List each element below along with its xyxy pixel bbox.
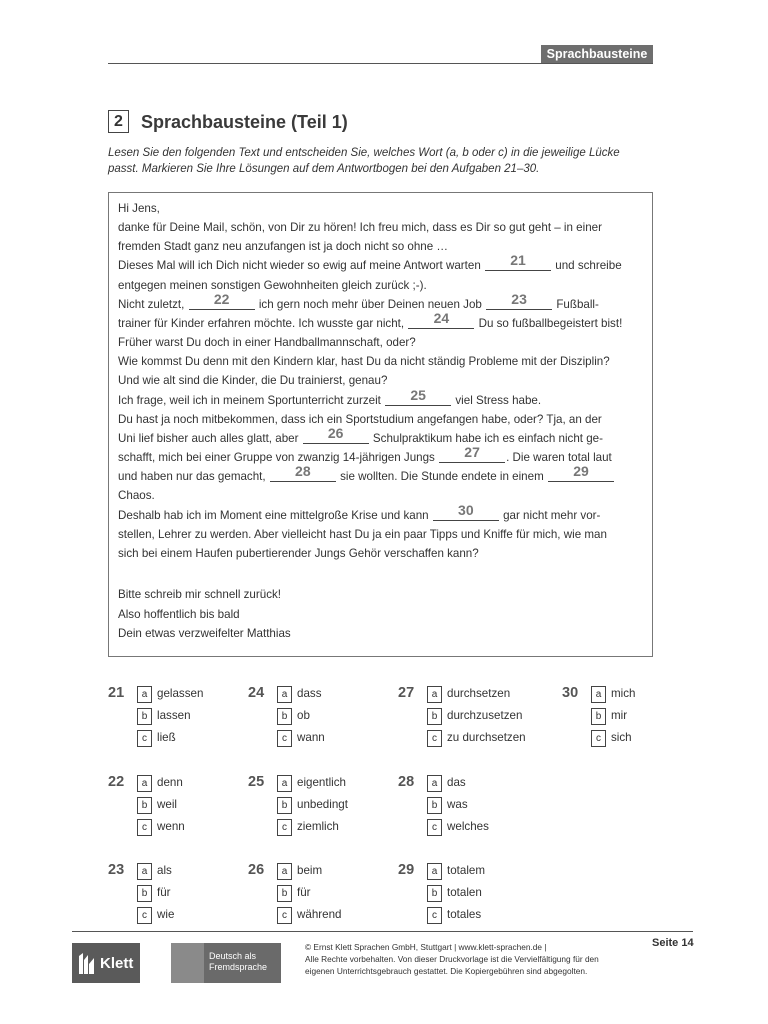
option-text: totalen: [447, 886, 482, 899]
question-number: 28: [398, 774, 415, 790]
letter-text-segment: ich gern noch mehr über Deinen neuen Job: [258, 297, 482, 311]
option-letter-box[interactable]: b: [137, 708, 152, 725]
option-text: mich: [611, 687, 636, 700]
option-text: beim: [297, 864, 323, 877]
letter-text-segment: trainer für Kinder erfahren möchte. Ich wusste gar nicht,: [118, 316, 405, 330]
letter-text-segment: Fußball-: [556, 297, 599, 311]
question-22: [108, 774, 238, 840]
letter-line: [118, 444, 648, 467]
option-letter-box[interactable]: a: [427, 775, 442, 792]
instructions-line: passt. Markieren Sie Ihre Lösungen auf dem Antwortbogen bei den Aufgaben 21–30.: [108, 162, 540, 175]
question-24: [248, 685, 388, 751]
letter-line: stellen, Lehrer zu werden. Aber vielleicht hast Du ja ein paar Tipps und Kniffe für mich, wie man: [118, 527, 607, 541]
section-tab: Sprachbausteine: [541, 45, 653, 64]
option-letter-box[interactable]: a: [137, 863, 152, 880]
letter-text-segment: Schulpraktikum habe ich es einfach nicht ge-: [372, 431, 603, 445]
gap-27: [439, 444, 505, 463]
option-text: denn: [157, 776, 183, 789]
option-letter-box[interactable]: a: [427, 863, 442, 880]
option-letter-box[interactable]: b: [427, 797, 442, 814]
letter-closing: [118, 585, 291, 644]
option-text: durchsetzen: [447, 687, 511, 700]
question-30: [562, 685, 662, 751]
option-text: wie: [157, 908, 175, 921]
question-number: 24: [248, 685, 265, 701]
letter-line: Du hast ja noch mitbekommen, dass ich ein Sportstudium angefangen habe, oder? Tja, an der: [118, 412, 602, 426]
gap-25: [385, 386, 451, 406]
question-29: [398, 862, 548, 928]
option-letter-box[interactable]: c: [277, 907, 292, 924]
option-text: während: [297, 908, 342, 921]
option-text: ob: [297, 709, 310, 722]
letter-text-segment: Dieses Mal will ich Dich nicht wieder so ewig auf meine Antwort warten: [118, 259, 481, 273]
letter-text-segment: schafft, mich bei einer Gruppe von zwanzig 14-jährigen Jungs: [118, 451, 435, 465]
option-letter-box[interactable]: b: [277, 797, 292, 814]
question-26: [248, 862, 388, 928]
closing-line: Bitte schreib mir schnell zurück!: [118, 588, 282, 601]
gap-number: 23: [511, 290, 527, 307]
option-text: was: [447, 798, 468, 811]
question-21: [108, 685, 238, 751]
question-23: [108, 862, 238, 928]
daf-line: Fremdsprache: [209, 962, 268, 972]
option-text: totales: [447, 908, 482, 921]
question-number: 21: [108, 685, 125, 701]
question-number: 22: [108, 774, 125, 790]
gap-28: [270, 463, 336, 482]
option-letter-box[interactable]: a: [277, 686, 292, 703]
letter-text: [118, 199, 648, 563]
letter-line: [118, 424, 648, 448]
letter-text-segment: viel Stress habe.: [455, 393, 542, 407]
option-text: eigentlich: [297, 776, 346, 789]
instructions-line: Lesen Sie den folgenden Text und entscheiden Sie, welches Wort (a, b oder c) in die jeweilige Lücke: [108, 147, 620, 159]
question-number: 26: [248, 862, 265, 878]
question-number: 23: [108, 862, 125, 878]
letter-line: sich bei einem Haufen pubertierender Jungs Gehör verschaffen kann?: [118, 546, 479, 560]
letter-line: [118, 290, 648, 314]
gap-number: 24: [433, 309, 450, 326]
gap-26: [303, 424, 369, 444]
letter-text-segment: sie wollten. Die Stunde endete in einem: [340, 470, 544, 484]
letter-text-segment: Nicht zuletzt,: [118, 297, 185, 311]
question-number: 30: [562, 685, 579, 701]
footer-divider: [72, 931, 693, 932]
option-text: totalem: [447, 864, 486, 877]
gap-number: 21: [510, 252, 526, 269]
letter-text-segment: und haben nur das gemacht,: [118, 470, 266, 484]
letter-line: [118, 501, 648, 525]
letter-line: Hi Jens,: [118, 202, 160, 215]
letter-text-segment: und schreibe: [555, 259, 622, 273]
option-text: das: [447, 776, 466, 789]
option-letter-box[interactable]: c: [137, 907, 152, 924]
task-title: Sprachbausteine (Teil 1): [141, 112, 348, 132]
option-text: gelassen: [157, 687, 204, 700]
option-letter-box[interactable]: a: [137, 775, 152, 792]
option-text: für: [297, 886, 311, 899]
daf-badge: [171, 943, 281, 983]
option-text: als: [157, 864, 172, 877]
option-text: dass: [297, 687, 322, 700]
option-text: durchzusetzen: [447, 709, 523, 722]
option-text: wenn: [157, 820, 185, 833]
option-letter-box[interactable]: c: [137, 819, 152, 836]
gap-number: 22: [213, 290, 230, 307]
option-letter-box[interactable]: b: [137, 797, 152, 814]
letter-text-segment: gar nicht mehr vor-: [503, 508, 601, 522]
option-letter-box[interactable]: b: [427, 885, 442, 902]
header-divider: [108, 63, 653, 64]
option-text: ließ: [157, 731, 176, 744]
letter-line: Chaos.: [118, 489, 155, 503]
option-text: sich: [611, 731, 632, 744]
letter-line: Und wie alt sind die Kinder, die Du trainierst, genau?: [118, 374, 388, 388]
option-text: weil: [157, 798, 177, 811]
letter-line: entgegen meinen sonstigen Gewohnheiten gleich zurück ;-).: [118, 278, 427, 292]
copyright-notice: [305, 941, 625, 977]
gap-number: 25: [410, 386, 426, 403]
option-letter-box[interactable]: b: [277, 708, 292, 725]
option-text: wann: [297, 731, 325, 744]
letter-line: [118, 309, 648, 333]
gap-29: [548, 463, 614, 482]
page-number: Seite 14: [652, 937, 694, 949]
option-text: zu durchsetzen: [447, 731, 526, 744]
copyright-line: eigenen Unterrichtsgebrauch gestattet. Die Kopiergebühren sind abgegolten.: [305, 966, 588, 976]
daf-line: Deutsch als: [209, 951, 257, 961]
option-letter-box[interactable]: c: [137, 730, 152, 747]
copyright-line: Alle Rechte vorbehalten. Von dieser Druckvorlage ist die Vervielfältigung für den: [305, 954, 599, 964]
letter-line: Wie kommst Du denn mit den Kindern klar, hast Du da nicht ständig Probleme mit der Disziplin?: [118, 355, 610, 369]
option-text: mir: [611, 709, 628, 722]
option-letter-box[interactable]: c: [427, 819, 442, 836]
gap-30: [433, 501, 499, 521]
option-letter-box[interactable]: b: [427, 708, 442, 725]
gap-number: 28: [295, 463, 311, 480]
option-text: ziemlich: [297, 820, 339, 833]
option-letter-box[interactable]: a: [277, 863, 292, 880]
closing-signature: Dein etwas verzweifelter Matthias: [118, 627, 291, 640]
letter-line: [118, 252, 648, 275]
option-text: unbedingt: [297, 798, 348, 811]
option-text: für: [157, 886, 171, 899]
option-letter-box[interactable]: b: [137, 885, 152, 902]
question-number: 27: [398, 685, 415, 701]
letter-line: [118, 386, 648, 410]
letter-line: fremden Stadt ganz neu anzufangen ist ja doch nicht so ohne …: [118, 240, 448, 254]
option-text: welches: [447, 820, 489, 833]
option-letter-box[interactable]: c: [591, 730, 606, 747]
gap-number: 30: [458, 501, 474, 518]
question-number: 29: [398, 862, 415, 878]
letter-text-segment: . Die waren total laut: [506, 451, 612, 465]
gap-number: 26: [327, 424, 344, 441]
gap-23: [486, 290, 552, 310]
option-text: lassen: [157, 709, 191, 722]
gap-24: [408, 309, 474, 329]
gap-number: 27: [464, 444, 480, 461]
klett-logo: [72, 943, 140, 983]
letter-text-segment: Uni lief bisher auch alles glatt, aber: [118, 431, 299, 445]
question-25: [248, 774, 388, 840]
letter-line: danke für Deine Mail, schön, von Dir zu hören! Ich freu mich, dass es Dir so gut geht – in einer: [118, 221, 602, 235]
option-letter-box[interactable]: a: [277, 775, 292, 792]
gap-number: 29: [573, 463, 589, 480]
question-28: [398, 774, 548, 840]
gap-21: [485, 252, 551, 271]
copyright-line: © Ernst Klett Sprachen GmbH, Stuttgart | www.klett-sprachen.de |: [305, 942, 547, 952]
option-letter-box[interactable]: b: [591, 708, 606, 725]
question-27: [398, 685, 548, 751]
question-number: 25: [248, 774, 265, 790]
letter-text-segment: Du so fußballbegeistert bist!: [478, 316, 623, 330]
task-instructions: [108, 146, 656, 177]
letter-line: Früher warst Du doch in einer Handballmannschaft, oder?: [118, 336, 416, 350]
option-letter-box[interactable]: a: [427, 686, 442, 703]
option-letter-box[interactable]: a: [137, 686, 152, 703]
letter-text-segment: Ich frage, weil ich in meinem Sportunterricht zurzeit: [118, 393, 381, 407]
option-letter-box[interactable]: a: [591, 686, 606, 703]
klett-wordmark: Klett: [100, 954, 134, 972]
task-number-box: 2: [108, 110, 129, 133]
option-letter-box[interactable]: c: [277, 730, 292, 747]
letter-line: [118, 463, 648, 486]
option-letter-box[interactable]: c: [277, 819, 292, 836]
closing-line: Also hoffentlich bis bald: [118, 607, 240, 621]
option-letter-box[interactable]: b: [277, 885, 292, 902]
option-letter-box[interactable]: c: [427, 907, 442, 924]
option-letter-box[interactable]: c: [427, 730, 442, 747]
letter-text-segment: Deshalb hab ich im Moment eine mittelgroße Krise und kann: [118, 508, 429, 522]
klett-emblem-icon: [76, 950, 98, 976]
gap-22: [189, 290, 255, 310]
